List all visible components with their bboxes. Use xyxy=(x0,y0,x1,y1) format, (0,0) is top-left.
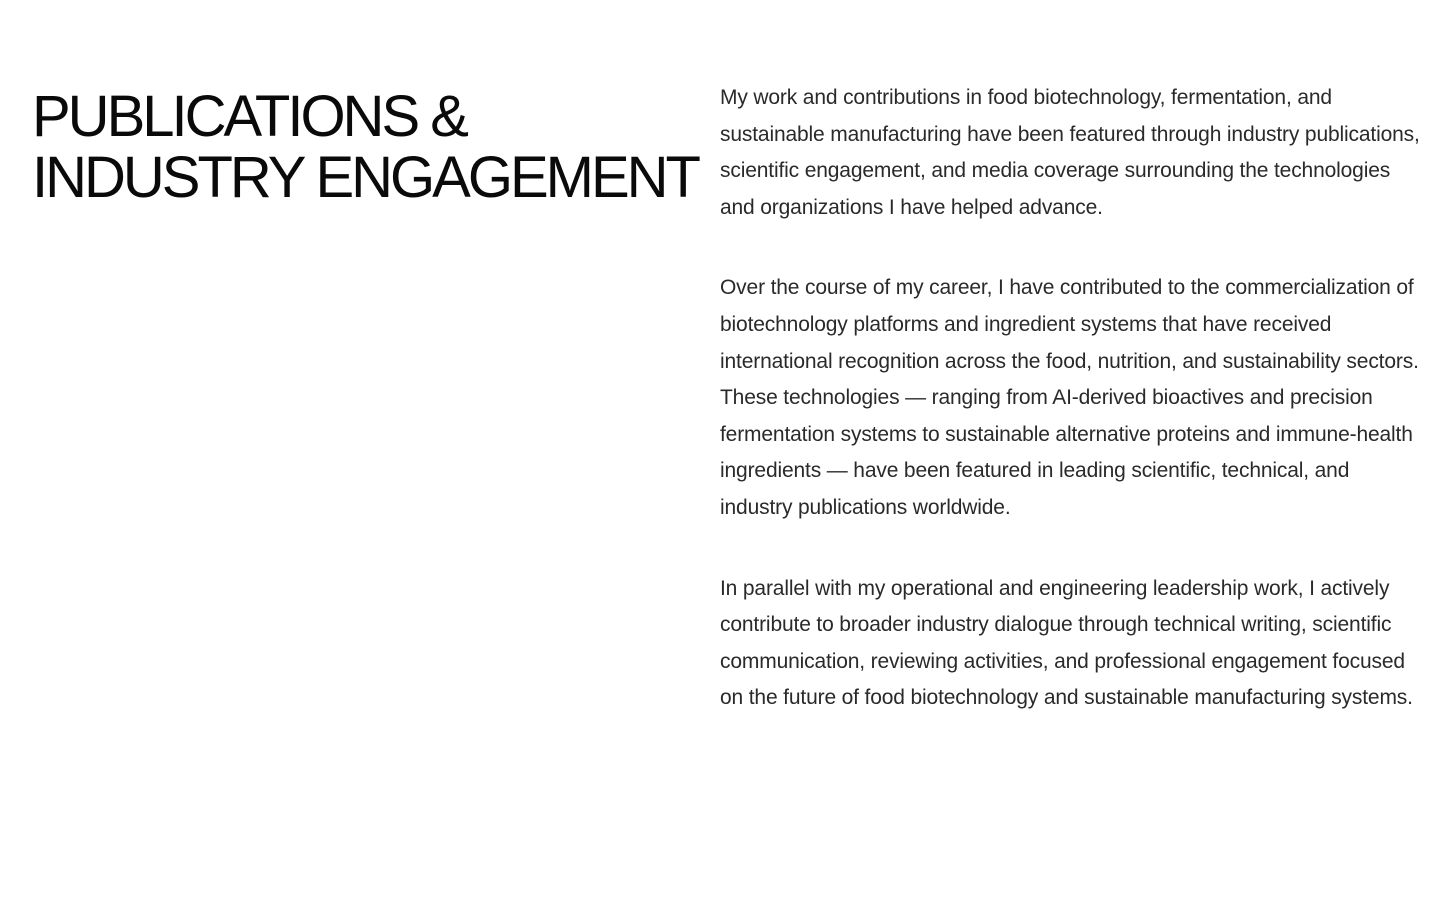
body-paragraph-3: In parallel with my operational and engineering leadership work, I actively contribute to broader industry dialogue through technical writing, scientific communication, reviewing activities, and professional engagement focused on the future of food biotechnology and sustainable manufacturing systems. xyxy=(720,576,1413,710)
body-paragraph-2: Over the course of my career, I have contributed to the commercialization of biotechnology platforms and ingredient systems that have received international recognition across the food, nutrition, and sustainability sectors. These technologies — ranging from AI-derived bioactives and precision fermentation systems to sustainable alternative proteins and immune-health ingredients — have been featured in leading scientific, technical, and industry publications worldwide. xyxy=(720,276,1419,519)
body-paragraph-1: My work and contributions in food biotechnology, fermentation, and sustainable manufacturing have been featured through industry publications, scientific engagement, and media coverage surrounding the technologies and organizations I have helped advance. xyxy=(720,86,1420,219)
section-heading-line-2: INDUSTRY ENGAGEMENT xyxy=(32,145,698,210)
section-body xyxy=(720,80,1420,717)
section-heading-line-1: PUBLICATIONS & xyxy=(32,84,466,149)
section-heading xyxy=(32,84,698,210)
